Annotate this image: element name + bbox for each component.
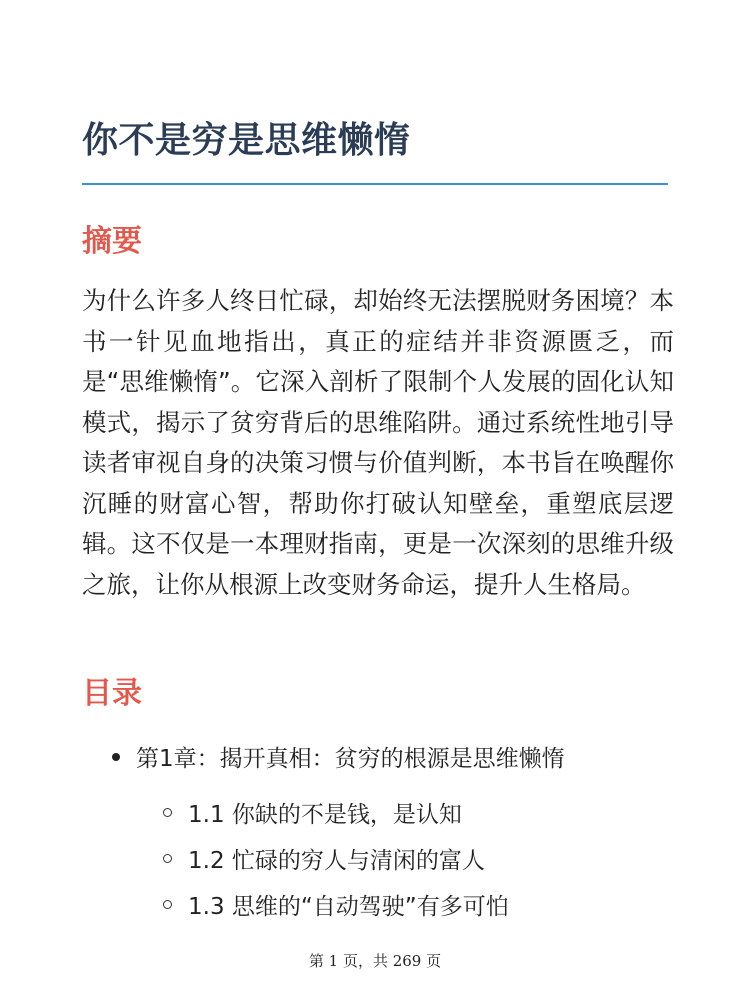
toc-section-label: 1.1 你缺的不是钱，是认知: [188, 802, 462, 828]
toc-chapter-1-label: 第1章：揭开真相：贫穷的根源是思维懒惰: [136, 746, 565, 772]
page-footer: 第 1 页，共 269 页: [308, 952, 442, 970]
toc-section-1-3[interactable]: [163, 888, 509, 921]
document-title: 你不是穷是思维懒惰: [82, 120, 411, 161]
toc-heading: 目录: [82, 676, 142, 711]
toc-section-label: 1.2 忙碌的穷人与清闲的富人: [188, 848, 485, 874]
abstract-heading: 摘要: [82, 224, 142, 259]
bullet-circle-icon: [163, 808, 172, 817]
toc-section-1-1[interactable]: [163, 796, 462, 829]
toc-section-1-2[interactable]: [163, 842, 485, 875]
bullet-dot-icon: [112, 753, 120, 761]
toc-chapter-1[interactable]: [112, 740, 565, 773]
toc-section-label: 1.3 思维的“自动驾驶”有多可怕: [188, 894, 509, 920]
bullet-circle-icon: [163, 854, 172, 863]
abstract-paragraph: 为什么许多人终日忙碌，却始终无法摆脱财务困境？本书一针见血地指出，真正的症结并非资源匮乏，而是“思维懒惰”。它深入剖析了限制个人发展的固化认知模式，揭示了贫穷背后的思维陷阱。通过系统性地引导读者审视自身的决策习惯与价值判断，本书旨在唤醒你沉睡的财富心智，帮助你打破认知壁垒，重塑底层逻辑。这不仅是一本理财指南，更是一次深刻的思维升级之旅，让你从根源上改变财务命运，提升人生格局。: [82, 286, 674, 599]
title-divider: [82, 183, 668, 185]
bullet-circle-icon: [163, 900, 172, 909]
